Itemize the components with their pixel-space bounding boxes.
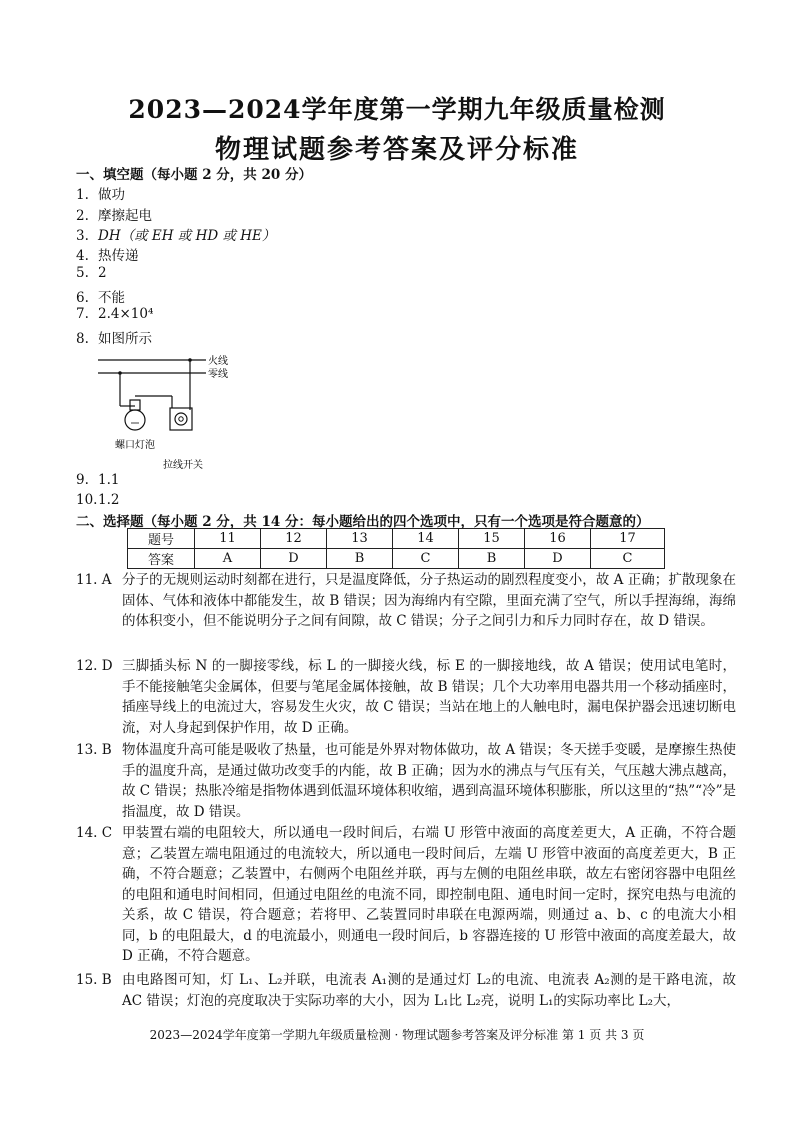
page-footer: 2023—2024学年度第一学期九年级质量检测 · 物理试题参考答案及评分标准 第 1 页 共 3 页 <box>149 1028 645 1042</box>
live-wire-label: 火线 <box>208 356 228 367</box>
fill-item: 10.1.2 <box>76 492 120 508</box>
fill-item: 7. 2.4×10⁴ <box>76 306 154 322</box>
table-cell: D <box>525 549 591 569</box>
page-title: 2023—2024学年度第一学期九年级质量检测 <box>128 95 666 124</box>
section-choice-heading: 二、选择题（每小题 2 分，共 14 分：每小题给出的四个选项中，只有一个选项是符合题意的） <box>76 514 650 530</box>
bulb-label: 螺口灯泡 <box>115 440 155 451</box>
fill-item: 8. 如图所示 <box>76 331 152 347</box>
table-cell: D <box>261 549 327 569</box>
explanation-item: 13. B 物体温度升高可能是吸收了热量，也可能是外界对物体做功，故 A 错误；冬天搓手变暖，是摩擦生热使手的温度升高，是通过做功改变手的内能，故 B 正确；因为水的沸点与气压有关，气压越大沸点越高，故 C 错误；热胀冷缩是指物体遇到低温环境体积收缩，遇到高温环境体积膨胀，所以这里的“热”“冷”是指温度，故 D 错误。 <box>76 742 736 820</box>
fill-item: 5. 2 <box>76 265 107 281</box>
table-cell: B <box>459 549 525 569</box>
answer-table <box>127 528 665 569</box>
table-cell: 14 <box>393 529 459 549</box>
table-cell: C <box>591 549 665 569</box>
table-cell: 12 <box>261 529 327 549</box>
fill-item: 2. 摩擦起电 <box>76 208 152 224</box>
table-cell: B <box>327 549 393 569</box>
table-cell: 15 <box>459 529 525 549</box>
bulb-icon <box>125 400 145 430</box>
table-header-cell: 答案 <box>128 549 195 569</box>
switch-label: 拉线开关 <box>163 460 203 471</box>
table-cell: 16 <box>525 529 591 549</box>
fill-item: 6. 不能 <box>76 290 125 306</box>
table-cell: C <box>393 549 459 569</box>
table-cell: 11 <box>195 529 261 549</box>
explanation-item: 12. D 三脚插头标 N 的一脚接零线，标 L 的一脚接火线，标 E 的一脚接地线，故 A 错误；使用试电笔时，手不能接触笔尖金属体，但要与笔尾金属体接触，故 B 错误；几个大功率用电器共用一个移动插座时，插座导线上的电流过大，容易发生火灾，故 C 错误；当站在地上的人触电时，漏电保护器会迅速切断电流，对人身起到保护作用，故 D 正确。 <box>76 658 736 736</box>
table-row <box>128 529 665 549</box>
table-header-cell: 题号 <box>128 529 195 549</box>
page-subtitle: 物理试题参考答案及评分标准 <box>214 135 579 165</box>
fill-item: 4. 热传递 <box>76 248 139 264</box>
explanation-item: 11. A 分子的无规则运动时刻都在进行，只是温度降低，分子热运动的剧烈程度变小，故 A 正确；扩散现象在固体、气体和液体中都能发生，故 B 错误；因为海绵内有空隙，里面充满了空气，所以手捏海绵，海绵的体积变小，但不能说明分子之间有间隙，故 C 错误；分子之间引力和斥力同时存在，故 D 错误。 <box>76 572 736 629</box>
fill-item: 1. 做功 <box>76 187 125 203</box>
switch-icon <box>170 408 192 430</box>
table-cell: 17 <box>591 529 665 549</box>
neutral-wire-label: 零线 <box>208 369 228 380</box>
explanation-item: 14. C 甲装置右端的电阻较大，所以通电一段时间后，右端 U 形管中液面的高度差更大，A 正确，不符合题意；乙装置左端电阻通过的电流较大，所以通电一段时间后，左端 U 形管中液面的高度差更大，B 正确，不符合题意；乙装置中，右侧两个电阻丝并联，再与左侧的电阻丝串联，故左右密闭容器中电阻丝的电阻和通电时间相同，但通过电阻丝的电流不同，即控制电阻、通电时间一定时，探究电热与电流的关系，故 C 错误，符合题意；若将甲、乙装置同时串联在电源两端，则通过 a、b、c 的电流大小相同，b 的电阻最大，d 的电流最小，则通电一段时间后，b 容器连接的 U 形管中液面的高度差最大，故 D 正确，不符合题意。 <box>76 825 736 964</box>
explanation-item: 15. B 由电路图可知，灯 L₁、L₂并联，电流表 A₁测的是通过灯 L₂的电流、电流表 A₂测的是干路电流，故 AC 错误；灯泡的亮度取决于实际功率的大小，因为 L₁比 L₂亮，说明 L₁的实际功率比 L₂大， <box>76 972 736 1009</box>
fill-item: 9. 1.1 <box>76 472 120 488</box>
section-fill-heading: 一、填空题（每小题 2 分，共 20 分） <box>76 167 312 183</box>
table-cell: A <box>195 549 261 569</box>
table-row <box>128 549 665 569</box>
table-cell: 13 <box>327 529 393 549</box>
fill-item: 3. DH（或 EH 或 HD 或 HE） <box>76 228 276 244</box>
wiring-diagram <box>90 348 250 473</box>
